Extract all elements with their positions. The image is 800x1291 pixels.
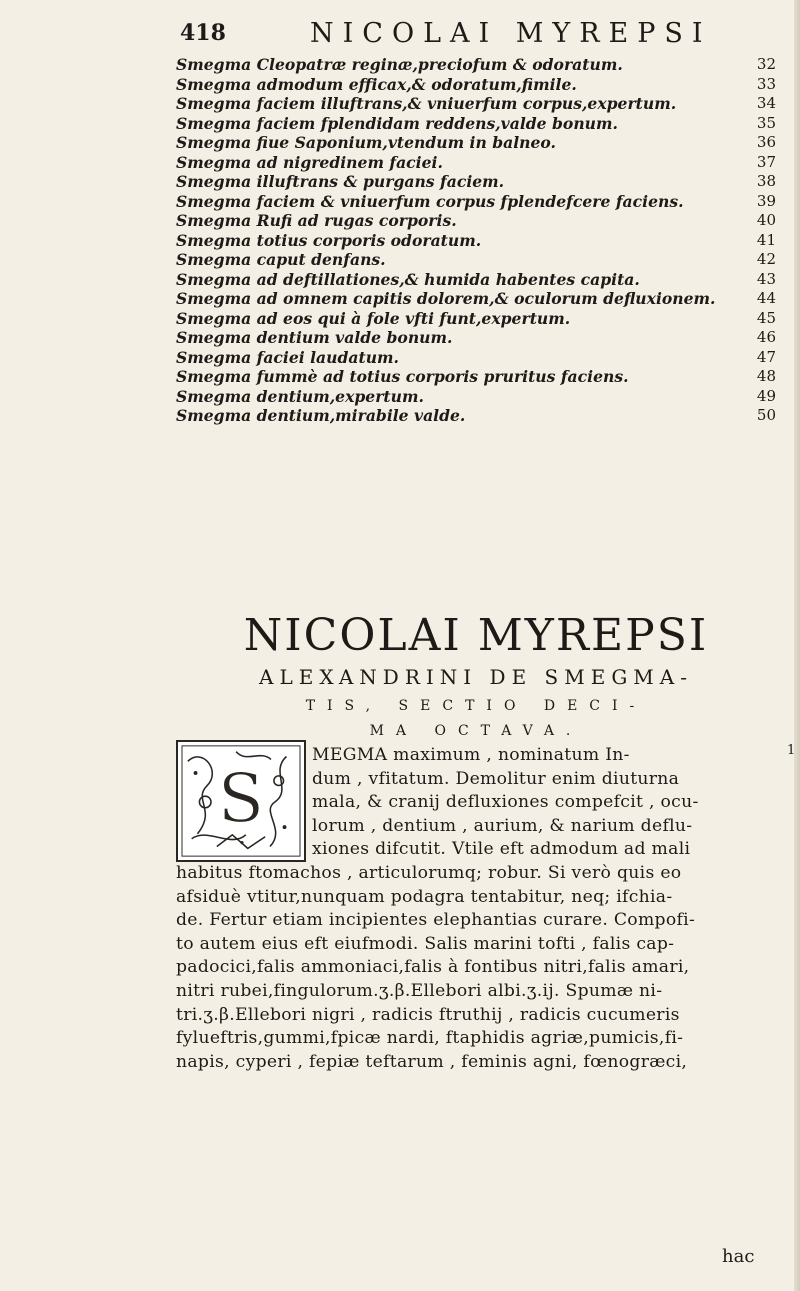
text-line: nitri rubei,fingulorum.ʒ.β.Ellebori albi.ʒ.ij. Spumæ ni-	[176, 981, 663, 1001]
toc-number: 33	[756, 74, 776, 93]
toc-number: 38	[756, 172, 776, 190]
toc-row	[176, 55, 776, 75]
text-line: fylueftris,gummi,fpicæ nardi, ftaphidis agriæ,pumicis,fi-	[176, 1028, 684, 1049]
toc-number: 46	[756, 328, 776, 346]
section-title-line: NICOLAI MYREPSI	[243, 610, 709, 661]
decorated-initial-s	[176, 740, 306, 862]
toc-number: 35	[756, 113, 776, 132]
toc-title: Smegma faciem & vniuerfum corpus fplendefcere faciens.	[176, 191, 684, 211]
toc-title: Smegma faciem illuftrans,& vniuerfum corpus,expertum.	[176, 94, 677, 113]
toc-title: Smegma faciem fplendidam reddens,valde bonum.	[176, 113, 618, 133]
toc-number: 36	[756, 133, 776, 151]
toc-number: 48	[756, 367, 776, 385]
toc-number: 43	[756, 269, 776, 288]
toc-row	[176, 114, 776, 134]
table-of-contents	[176, 55, 776, 426]
toc-title: Smegma fiue Saponium,vtendum in balneo.	[176, 133, 556, 152]
text-line: tri.ʒ.β.Ellebori nigri , radicis ftruthij , radicis cucumeris	[176, 1004, 680, 1025]
toc-row	[176, 211, 776, 231]
toc-number: 44	[756, 289, 776, 307]
margin-number: 1	[787, 743, 796, 758]
toc-row	[176, 309, 776, 329]
toc-row	[176, 94, 776, 114]
toc-row	[176, 75, 776, 95]
toc-row	[176, 192, 776, 212]
toc-title: Smegma dentium,expertum.	[176, 386, 424, 406]
toc-title: Smegma faciei laudatum.	[176, 347, 399, 367]
toc-row	[176, 406, 776, 426]
toc-number: 32	[756, 55, 776, 73]
section-title-line: ALEXANDRINI DE SMEGMA-	[259, 665, 693, 689]
toc-title: Smegma Rufi ad rugas corporis.	[176, 211, 457, 230]
toc-title: Smegma fummè ad totius corporis pruritus faciens.	[176, 367, 629, 386]
text-line: dum , vfitatum. Demolitur enim diuturna	[312, 768, 680, 789]
toc-number: 50	[756, 406, 776, 424]
toc-row	[176, 367, 776, 387]
toc-title: Smegma Cleopatræ reginæ,preciofum & odoratum.	[176, 55, 623, 74]
text-line: mala, & cranij defluxiones compefcit , ocu-	[312, 792, 699, 813]
toc-number: 47	[756, 347, 776, 366]
ornament-initial-icon	[178, 742, 304, 860]
toc-row	[176, 348, 776, 368]
toc-title: Smegma dentium,mirabile valde.	[176, 406, 466, 425]
toc-row	[176, 328, 776, 348]
page-edge	[794, 0, 800, 1291]
text-line: to autem eius eft eiufmodi. Salis marini tofti , falis cap-	[176, 933, 675, 954]
toc-number: 40	[756, 211, 776, 229]
toc-row	[176, 250, 776, 270]
text-line: napis, cyperi , fepiæ teftarum , feminis agni, fœnogræci,	[176, 1051, 688, 1072]
text-line: de. Fertur etiam incipientes elephantias curare. Compofi-	[176, 910, 696, 931]
toc-number: 45	[756, 308, 776, 327]
text-line: MEGMA maximum , nominatum In-	[312, 745, 630, 765]
toc-title: Smegma caput denfans.	[176, 250, 386, 269]
section-title-line: TIS, SECTIO DECI-	[305, 698, 647, 714]
text-line: padocici,falis ammoniaci,falis à fontibus nitri,falis amari,	[176, 957, 690, 978]
toc-row	[176, 231, 776, 251]
toc-number: 34	[756, 94, 776, 112]
text-line: habitus ftomachos , articulorumq; robur. Si verò quis eo	[176, 863, 682, 883]
toc-title: Smegma dentium valde bonum.	[176, 328, 453, 347]
catchword: hac	[722, 1246, 755, 1267]
toc-row	[176, 270, 776, 290]
running-title: NICOLAI MYREPSI	[310, 18, 712, 49]
running-head	[180, 14, 780, 48]
text-line: xiones difcutit. Vtile eft admodum ad mali	[312, 839, 691, 860]
text-line: lorum , dentium , aurium, & narium deflu-	[312, 815, 693, 836]
toc-row	[176, 289, 776, 309]
toc-row	[176, 133, 776, 153]
toc-number: 37	[756, 152, 776, 171]
toc-title: Smegma ad deftillationes,& humida habentes capita.	[176, 269, 640, 289]
toc-title: Smegma ad omnem capitis dolorem,& oculorum defluxionem.	[176, 289, 716, 308]
text-line: afsiduè vtitur,nunquam podagra tentabitur, neq; ifchia-	[176, 886, 673, 907]
toc-row	[176, 172, 776, 192]
initial-letter: S	[217, 758, 265, 838]
toc-number: 41	[756, 230, 776, 249]
toc-title: Smegma admodum efficax,& odoratum,fimile.	[176, 74, 577, 94]
folio-number: 418	[180, 20, 226, 46]
toc-title: Smegma illuftrans & purgans faciem.	[176, 172, 505, 191]
toc-title: Smegma ad eos qui à fole vfti funt,expertum.	[176, 308, 571, 328]
toc-number: 42	[756, 250, 776, 268]
toc-number: 39	[756, 191, 776, 210]
section-title-line: MA OCTAVA.	[369, 723, 583, 739]
toc-title: Smegma ad nigredinem faciei.	[176, 152, 443, 172]
toc-number: 49	[756, 386, 776, 405]
toc-row	[176, 153, 776, 173]
toc-title: Smegma totius corporis odoratum.	[176, 230, 482, 250]
toc-row	[176, 387, 776, 407]
